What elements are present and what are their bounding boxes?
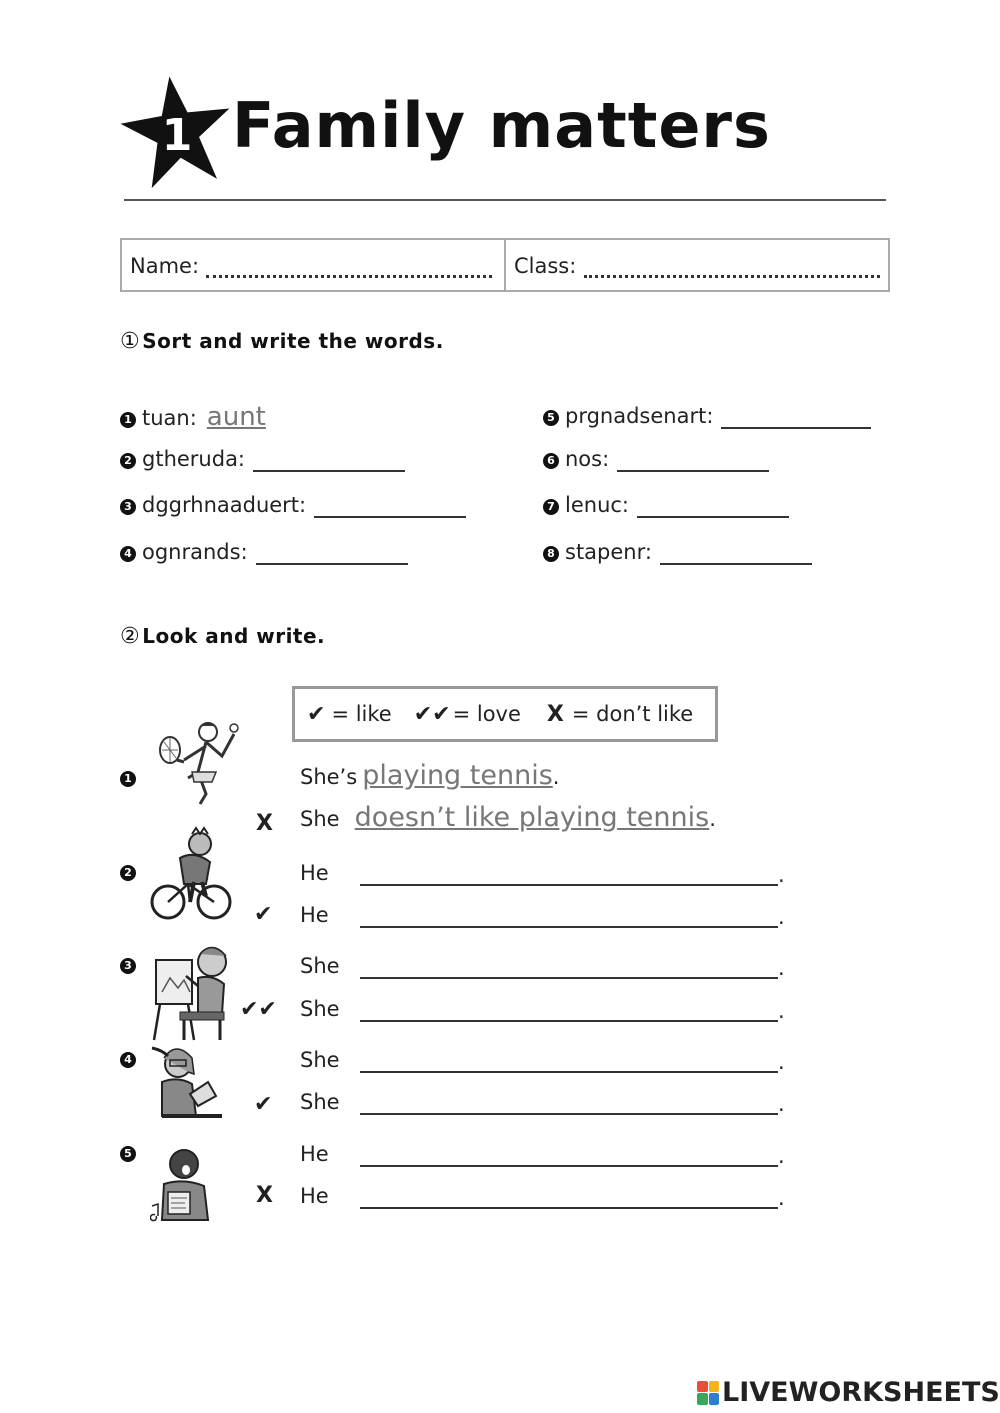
ex1-item-4 bbox=[120, 540, 408, 565]
ex1-item-1 bbox=[120, 402, 266, 432]
pronoun: He bbox=[300, 1184, 329, 1208]
check-icon: ✔ bbox=[254, 1092, 273, 1117]
scrambled-word: tuan: bbox=[142, 406, 197, 430]
cyclist-image bbox=[150, 826, 234, 924]
name-field[interactable] bbox=[206, 275, 492, 278]
ex1-item-3 bbox=[120, 493, 466, 518]
sentence-end: . bbox=[778, 1092, 785, 1116]
sentence-end: . bbox=[778, 1144, 785, 1168]
star-number-badge bbox=[118, 72, 236, 190]
exercise2-heading bbox=[120, 624, 325, 649]
sentence-row-1a bbox=[300, 760, 559, 791]
item-number-badge: 7 bbox=[543, 499, 559, 515]
double-check-icon: ✔✔ bbox=[240, 997, 277, 1022]
pronoun: He bbox=[300, 903, 329, 927]
logo-icon bbox=[697, 1381, 719, 1405]
exercise1-heading-text: Sort and write the words. bbox=[142, 329, 444, 353]
check-icon: ✔ bbox=[307, 701, 326, 727]
name-label: Name: bbox=[130, 254, 200, 278]
scrambled-word: lenuc: bbox=[565, 493, 629, 517]
item-number-badge: 6 bbox=[543, 453, 559, 469]
legend-dislike: = don’t like bbox=[571, 702, 694, 726]
item-number-badge: 3 bbox=[120, 499, 136, 515]
pronoun: He bbox=[300, 1142, 329, 1166]
cross-icon: X bbox=[256, 811, 273, 836]
singing-boy-image bbox=[150, 1144, 212, 1222]
row-number-badge: 5 bbox=[120, 1146, 136, 1162]
class-cell bbox=[504, 240, 888, 290]
ex1-item-2 bbox=[120, 447, 405, 472]
row-number-badge: 3 bbox=[120, 958, 136, 974]
tennis-player-image bbox=[148, 716, 240, 810]
ex1-item-8 bbox=[543, 540, 812, 565]
sentence-end: . bbox=[778, 1050, 785, 1074]
sentence-end: . bbox=[709, 807, 716, 831]
row-number-badge: 2 bbox=[120, 865, 136, 881]
double-check-icon: ✔✔ bbox=[413, 701, 451, 727]
pronoun: She bbox=[300, 1048, 340, 1072]
answer-input[interactable] bbox=[360, 1113, 778, 1115]
legend-love: = love bbox=[452, 702, 521, 726]
row-number-badge: 1 bbox=[120, 771, 136, 787]
item-number-badge: 2 bbox=[120, 453, 136, 469]
answer-input[interactable] bbox=[360, 1071, 778, 1073]
legend-box bbox=[292, 686, 718, 742]
item-number-badge: 4 bbox=[120, 546, 136, 562]
exercise2-number-icon: ② bbox=[120, 624, 141, 649]
item-number-badge: 1 bbox=[120, 412, 136, 428]
footer-brand: LIVEWORKSHEETS bbox=[722, 1377, 1000, 1408]
answer-input[interactable] bbox=[360, 884, 778, 886]
class-field[interactable] bbox=[584, 275, 880, 278]
answer-input[interactable] bbox=[360, 1020, 778, 1022]
sentence-row-1b bbox=[300, 802, 716, 833]
answer-input[interactable]: playing tennis bbox=[362, 760, 553, 791]
sentence-end: . bbox=[778, 999, 785, 1023]
pronoun: She bbox=[300, 807, 340, 831]
liveworksheets-logo[interactable] bbox=[697, 1377, 1000, 1408]
student-info-box bbox=[120, 238, 890, 292]
ex1-item-6 bbox=[543, 447, 769, 472]
ex1-item-5 bbox=[543, 404, 871, 429]
sentence-end: . bbox=[778, 956, 785, 980]
exercise2-heading-text: Look and write. bbox=[142, 624, 326, 648]
class-label: Class: bbox=[514, 254, 577, 278]
item-number-badge: 8 bbox=[543, 546, 559, 562]
name-cell bbox=[122, 240, 504, 290]
pronoun: She bbox=[300, 1090, 340, 1114]
scrambled-word: gtheruda: bbox=[142, 447, 246, 471]
answer-input[interactable] bbox=[660, 541, 812, 565]
check-icon: ✔ bbox=[254, 902, 273, 927]
answer-input[interactable] bbox=[360, 977, 778, 979]
page-title: Family matters bbox=[232, 89, 771, 162]
scrambled-word: ognrands: bbox=[142, 540, 248, 564]
answer-input[interactable] bbox=[253, 448, 405, 472]
answer-input[interactable]: aunt bbox=[206, 402, 266, 432]
scrambled-word: stapenr: bbox=[565, 540, 652, 564]
answer-input[interactable] bbox=[721, 405, 871, 429]
pronoun: She bbox=[300, 997, 340, 1021]
cross-icon: X bbox=[546, 701, 564, 727]
answer-input[interactable] bbox=[360, 926, 778, 928]
star-number: 1 bbox=[161, 110, 193, 161]
answer-input[interactable] bbox=[256, 541, 408, 565]
sentence-end: . bbox=[778, 863, 785, 887]
scrambled-word: dggrhnaaduert: bbox=[142, 493, 307, 517]
row-number-badge: 4 bbox=[120, 1052, 136, 1068]
item-number-badge: 5 bbox=[543, 410, 559, 426]
answer-input[interactable] bbox=[617, 448, 769, 472]
answer-input[interactable] bbox=[637, 494, 789, 518]
painting-girl-image bbox=[150, 942, 232, 1042]
exercise1-heading bbox=[120, 329, 444, 354]
answer-input[interactable] bbox=[360, 1165, 778, 1167]
pronoun: She’s bbox=[300, 765, 358, 789]
reading-girl-image bbox=[150, 1044, 230, 1126]
answer-input[interactable]: doesn’t like playing tennis bbox=[354, 802, 710, 833]
exercise1-number-icon: ① bbox=[120, 329, 141, 354]
sentence-end: . bbox=[552, 765, 560, 789]
legend-like: = like bbox=[331, 702, 392, 726]
answer-input[interactable] bbox=[314, 494, 466, 518]
title-divider bbox=[124, 199, 886, 201]
pronoun: He bbox=[300, 861, 329, 885]
sentence-end: . bbox=[778, 1186, 785, 1210]
scrambled-word: prgnadsenart: bbox=[565, 404, 714, 428]
pronoun: She bbox=[300, 954, 340, 978]
answer-input[interactable] bbox=[360, 1207, 778, 1209]
scrambled-word: nos: bbox=[565, 447, 610, 471]
sentence-end: . bbox=[778, 905, 785, 929]
ex1-item-7 bbox=[543, 493, 789, 518]
cross-icon: X bbox=[256, 1183, 273, 1208]
